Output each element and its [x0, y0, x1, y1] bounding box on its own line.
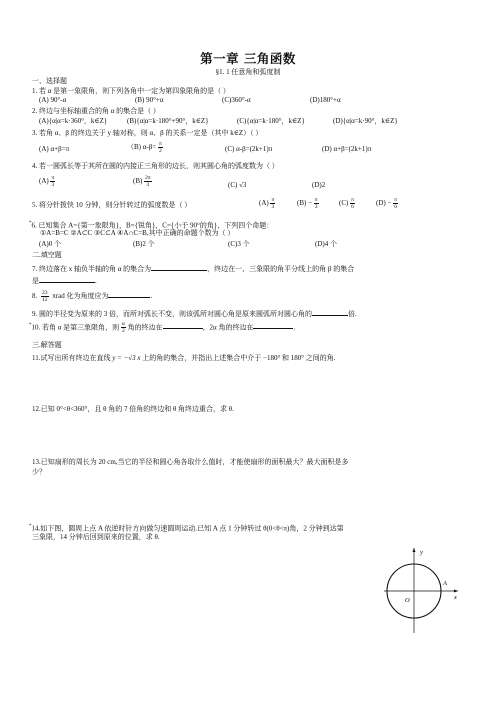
q14-line1: *14.如下图，圆周上点 A 依逆时针方向做匀速圆周运动.已知 A 点 1 分钟转过 θ(0<θ<π)角，2 分钟到达第: [29, 524, 344, 533]
origin-label: O: [405, 597, 410, 604]
q6-propositions: ①A=B=C ②A⊂C ③C⊂A ④A∩C=B,其中正确的命题个数为（ ）: [40, 229, 235, 237]
q7-blank-2[interactable]: [39, 275, 95, 283]
point-a-label: A: [443, 580, 447, 587]
q6-option-c: (C)3 个: [228, 240, 250, 248]
q2-option-b: (B){α|α=k·180°+90°，k∈Z}: [127, 117, 209, 125]
q5-option-c: (C) $\frac{\pi}{6}$: [339, 197, 354, 210]
chapter-title: 第一章 三角函数: [200, 51, 296, 66]
q4-option-b: (B) $\frac{2\pi}{3}$: [133, 175, 151, 188]
q3-option-b: （B) α-β= $\frac{\pi}{2}$: [127, 141, 162, 154]
q4-option-d: (D)2: [312, 181, 326, 189]
q2-option-d: (D){α|α=k·90°，k∈Z}: [333, 117, 398, 125]
q3-option-c: (C) α-β=(2k+1)π: [225, 145, 273, 153]
q4-stem: 4. 若一圆弧长等于其所在圆的内接正三角形的边长，则其圆心角的弧度数为（ ）: [32, 162, 279, 170]
q8-line: 8. $\frac{23}{12}$ πrad 化为角度应为 .: [32, 290, 153, 303]
q7-blank-1[interactable]: [151, 263, 207, 271]
q10-blank-2[interactable]: [253, 321, 293, 329]
q6-option-d: (D)4 个: [315, 240, 337, 248]
q2-option-a: (A){α|α=k·360°，k∈Z}: [39, 117, 108, 125]
q14-line2: 三象限，14 分钟后回到原来的位置，求 θ.: [32, 533, 160, 541]
q7-line1: 7. 终边落在 x 轴负半轴的角 α 的集合为 ，终边在一、三象限的角平分线上的角 β 的集合: [32, 265, 355, 273]
q2-option-c: (C){α|α=k·180°，k∈Z}: [237, 117, 305, 125]
q5-option-b: (B) − $\frac{\pi}{3}$: [297, 197, 318, 210]
q4-option-a: (A) $\frac{\pi}{3}$: [39, 175, 55, 188]
q3-b-fraction: $\frac{\pi}{2}$: [159, 141, 162, 154]
q1-stem: 1. 若 α 是第一象限角，则下列各角中一定为第四象限角的是（ ）: [32, 87, 230, 95]
q1-option-b: (B) 90°+α: [135, 96, 164, 104]
q5-option-d: (D) − $\frac{\pi}{6}$: [376, 197, 397, 210]
q12-line: 12.已知 0°<θ<360°，且 θ 角的 7 倍角的终边和 θ 角终边重合，求 θ.: [32, 405, 234, 413]
q1-option-c: (C)360°-α: [222, 96, 251, 104]
q9-line: 9. 圆的半径变为原来的 3 倍，而所对弧长不变，则该弧所对圆心角是原来圆弧所对圆心角的 倍.: [32, 310, 357, 318]
q6-option-a: (A)0 个: [39, 240, 61, 248]
q13-line2: 少？: [32, 468, 46, 476]
x-axis-arrow: [454, 590, 458, 593]
q10-line: *10. 若角 α 是第三象限角，则 $\frac{\alpha}{2}$ 角的终边在 ，2α 角的终边在 .: [29, 321, 296, 335]
q5-option-a: (A) $\frac{\pi}{3}$: [259, 197, 275, 210]
q10-blank-1[interactable]: [163, 321, 203, 329]
q9-blank[interactable]: [312, 308, 348, 316]
x-label: x: [454, 594, 457, 601]
q3-stem: 3. 若角 α、β 的终边关于 y 轴对称，则 α、β 的关系一定是（其中 k∈Z）（ ）: [32, 129, 263, 137]
q3-option-d: (D) α+β=(2k+1)π: [322, 145, 372, 153]
q11-line: 11.试写出所有终边在直线 y = −√3 x 上的角的集合，并指出上述集合中介于 −180° 和 180° 之间的角.: [32, 354, 336, 362]
q7-line2: 是 .: [32, 277, 97, 285]
q1-option-a: (A) 90°-α: [39, 96, 67, 104]
q2-stem: 2. 终边与坐标轴重合的角 α 的集合是（ ）: [32, 107, 160, 115]
section-fill: 二.填空题: [32, 251, 62, 259]
q6-option-b: (B)2 个: [133, 240, 155, 248]
q3-option-a: (A) α+β=π: [39, 145, 70, 153]
unit-circle-figure: [380, 545, 460, 635]
q4-option-c: (C) √3: [228, 181, 247, 189]
q6-stem: *6. 已知集合 A={第一象限角}，B={锐角}，C={小于 90°的角}，下列四个命题：: [29, 221, 274, 230]
y-label: y: [420, 549, 423, 556]
section-choice: 一、选择题: [32, 77, 67, 85]
q5-stem: 5. 将分针拨快 10 分钟，则分针转过的弧度数是（ ）: [32, 201, 192, 209]
q1-option-d: (D)180°+α: [310, 96, 341, 104]
y-axis-arrow: [413, 548, 416, 552]
q13-line1: 13.已知扇形的周长为 20 cm,当它的半径和圆心角各取什么值时，才能使扇形的面积最大？最大面积是多: [32, 458, 349, 466]
q8-blank[interactable]: [108, 290, 150, 298]
section-answer: 三.解答题: [32, 341, 62, 349]
section-subtitle: §1. 1 任意角和弧度制: [215, 68, 281, 76]
